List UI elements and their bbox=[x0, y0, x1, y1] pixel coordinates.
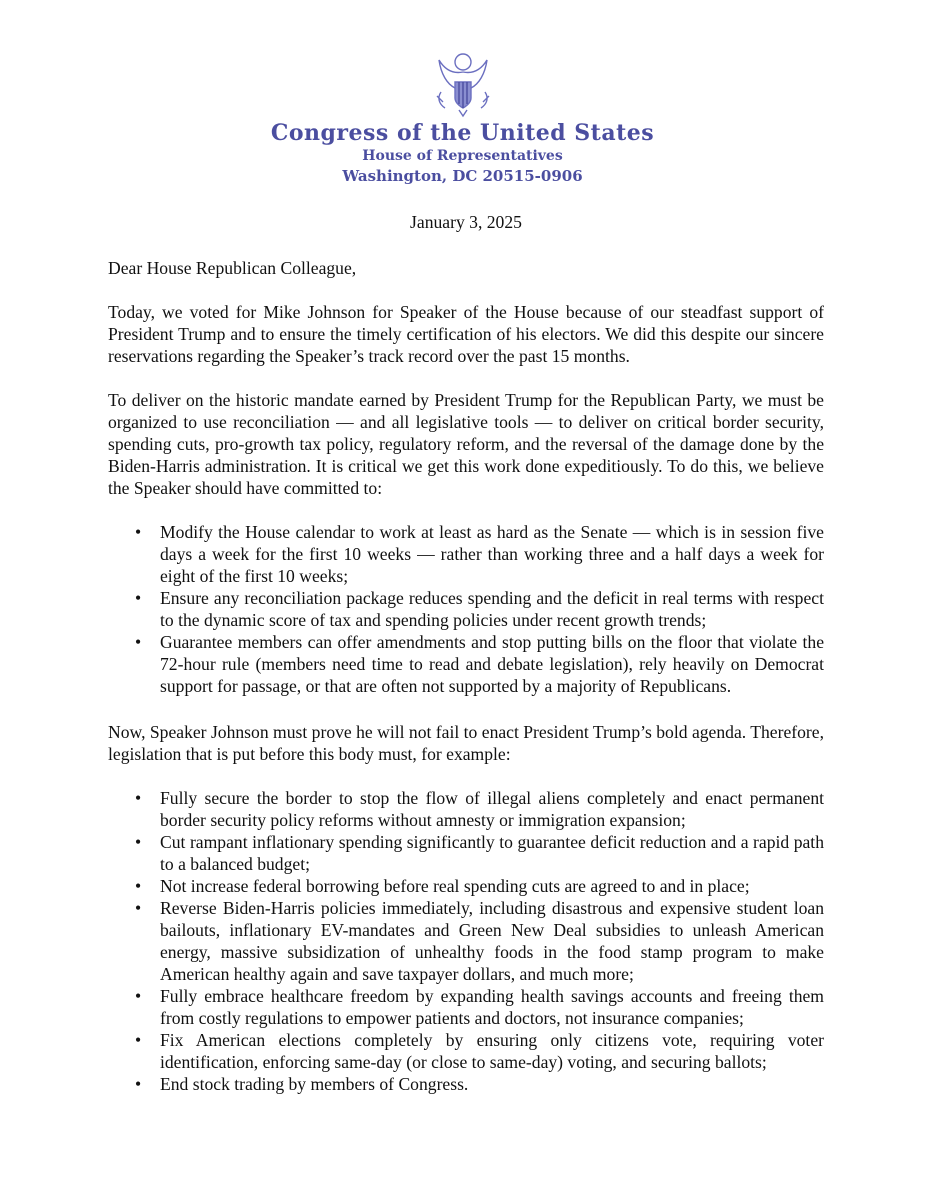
list-item: • Ensure any reconciliation package reduces spending and the deficit in real terms with respect to the dynamic score of tax and spending policies under recent growth trends; bbox=[108, 587, 824, 631]
list-item: • End stock trading by members of Congress. bbox=[108, 1073, 824, 1095]
letter-date: January 3, 2025 bbox=[410, 212, 522, 232]
list-item: • Not increase federal borrowing before real spending cuts are agreed to and in place; bbox=[108, 875, 824, 897]
salutation: Dear House Republican Colleague, bbox=[108, 258, 357, 278]
list-item: • Cut rampant inflationary spending significantly to guarantee deficit reduction and a rapid path to a balanced budget; bbox=[108, 831, 824, 875]
eagle-seal-icon bbox=[423, 52, 503, 118]
agenda-list bbox=[108, 787, 824, 1095]
paragraph: Now, Speaker Johnson must prove he will not fail to enact President Trump’s bold agenda. Therefore, legislation that is put before this body must, for example: bbox=[108, 722, 824, 764]
list-item: • Fully embrace healthcare freedom by expanding health savings accounts and freeing them from costly regulations to empower patients and doctors, not insurance companies; bbox=[108, 985, 824, 1029]
commitments-list bbox=[108, 521, 824, 697]
list-item: • Guarantee members can offer amendments and stop putting bills on the floor that violate the 72-hour rule (members need time to read and debate legislation), rely heavily on Democrat support for passage, or that are often not supported by a majority of Republicans. bbox=[108, 631, 824, 697]
letterhead-title: Congress of the United States bbox=[270, 120, 655, 146]
paragraph: Today, we voted for Mike Johnson for Speaker of the House because of our steadfast support of President Trump and to ensure the timely certification of his electors. We did this despite our sincere reservations regarding the Speaker’s track record over the past 15 months. bbox=[108, 302, 824, 366]
list-item: • Fully secure the border to stop the flow of illegal aliens completely and enact permanent border security policy reforms without amnesty or immigration expansion; bbox=[108, 787, 824, 831]
list-item: • Reverse Biden-Harris policies immediately, including disastrous and expensive student loan bailouts, inflationary EV-mandates and Green New Deal subsidies to unleash American energy, massive subsidization of unhealthy foods in the food stamp program to make American healthy again and save taxpayer dollars, and much more; bbox=[108, 897, 824, 985]
paragraph: To deliver on the historic mandate earned by President Trump for the Republican Party, we must be organized to use reconciliation — and all legislative tools — to deliver on critical border security, spending cuts, pro-growth tax policy, regulatory reform, and the reversal of the damage done by the Biden-Harris administration. It is critical we get this work done expeditiously. To do this, we believe the Speaker should have committed to: bbox=[108, 390, 824, 498]
letter-body bbox=[108, 211, 824, 1119]
list-item: • Modify the House calendar to work at least as hard as the Senate — which is in session five days a week for the first 10 weeks — rather than working three and a half days a week for eight of the first 10 weeks; bbox=[108, 521, 824, 587]
letterhead bbox=[0, 52, 925, 186]
list-item: • Fix American elections completely by ensuring only citizens vote, requiring voter identification, enforcing same-day (or close to same-day) voting, and securing ballots; bbox=[108, 1029, 824, 1073]
letterhead-address: Washington, DC 20515-0906 bbox=[342, 167, 583, 185]
letterhead-subtitle: House of Representatives bbox=[362, 148, 563, 164]
